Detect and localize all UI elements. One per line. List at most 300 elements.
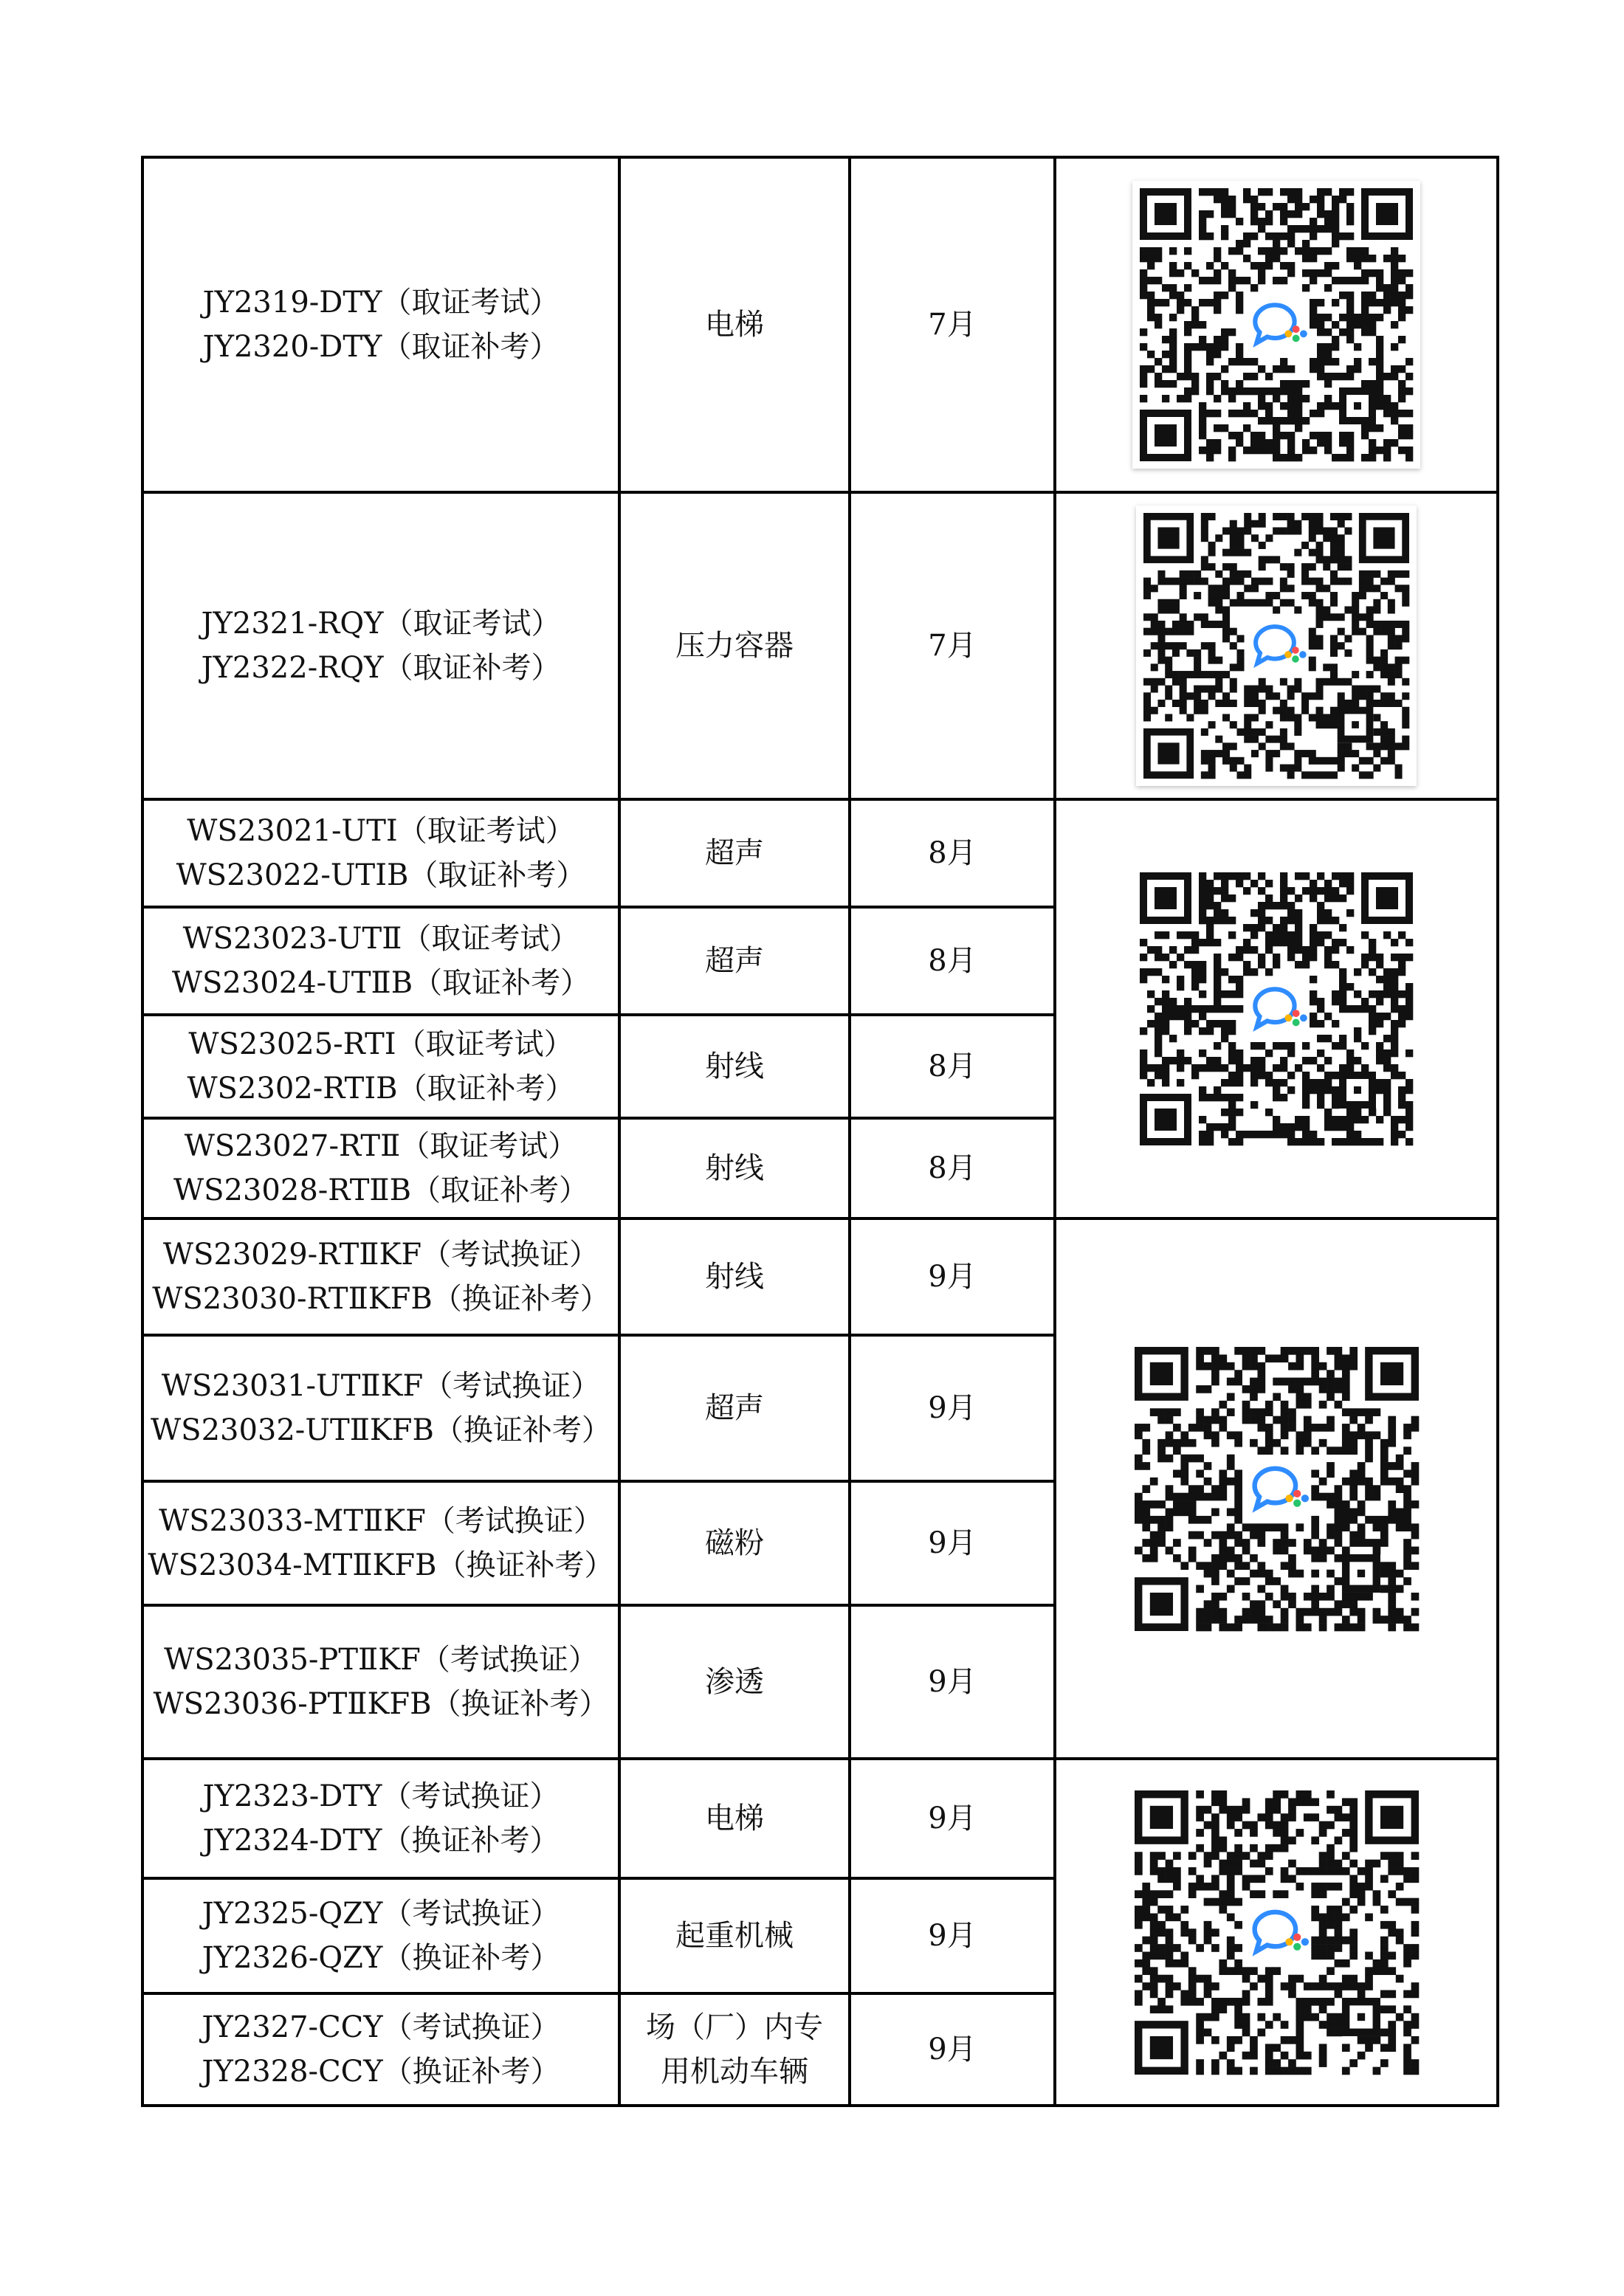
qr-module bbox=[1165, 1936, 1173, 1944]
qr-module bbox=[1346, 1116, 1354, 1123]
qr-module bbox=[1157, 1531, 1166, 1539]
qr-module bbox=[1250, 358, 1258, 365]
qr-module bbox=[1287, 210, 1295, 218]
qr-module bbox=[1228, 454, 1236, 461]
qr-module bbox=[1352, 750, 1359, 757]
qr-module bbox=[1339, 1005, 1346, 1013]
qr-module bbox=[1405, 432, 1413, 439]
month: 8月 bbox=[928, 836, 977, 870]
qr-module bbox=[1380, 1562, 1388, 1570]
qr-module bbox=[1211, 1577, 1219, 1585]
qr-module bbox=[1296, 1616, 1304, 1624]
qr-module bbox=[1228, 1138, 1236, 1145]
qr-module bbox=[1391, 1049, 1398, 1057]
qr-module bbox=[1330, 592, 1338, 599]
qr-module bbox=[1346, 321, 1354, 328]
qr-module bbox=[1287, 946, 1295, 954]
qr-code[interactable] bbox=[1132, 181, 1420, 469]
qr-module bbox=[1341, 1385, 1349, 1393]
qr-module bbox=[1287, 196, 1295, 203]
qr-module bbox=[1228, 1057, 1236, 1064]
qr-module bbox=[1317, 1005, 1324, 1013]
exam-code: JY2320-DTY（取证补考） bbox=[202, 330, 560, 364]
qr-module bbox=[1324, 218, 1332, 225]
qr-module bbox=[1215, 736, 1222, 743]
qr-module bbox=[1201, 534, 1208, 542]
qr-module bbox=[1388, 757, 1395, 765]
qr-module bbox=[1346, 909, 1354, 917]
qr-module bbox=[1250, 946, 1258, 954]
qr-module bbox=[1316, 549, 1324, 556]
qr-module bbox=[1346, 299, 1354, 306]
qr-module bbox=[1380, 649, 1388, 657]
qr-module bbox=[1215, 570, 1222, 578]
qr-module bbox=[1250, 1967, 1258, 1975]
qr-module bbox=[1162, 1013, 1169, 1020]
qr-module bbox=[1369, 1013, 1376, 1020]
qr-module bbox=[1361, 314, 1369, 321]
qr-module bbox=[1222, 606, 1230, 613]
qr-module bbox=[1234, 2013, 1242, 2021]
qr-module bbox=[1341, 1623, 1349, 1631]
qr-module bbox=[1244, 513, 1251, 520]
qr-module bbox=[1149, 1967, 1157, 1975]
qr-module bbox=[1188, 1997, 1196, 2005]
qr-module bbox=[1311, 1592, 1319, 1600]
qr-module bbox=[1242, 1616, 1250, 1624]
qr-module bbox=[1352, 613, 1359, 621]
qr-module bbox=[1388, 578, 1395, 585]
qr-module bbox=[1330, 599, 1338, 607]
qr-module bbox=[1372, 1897, 1380, 1906]
qr-module bbox=[1236, 1109, 1243, 1116]
qr-module bbox=[1180, 570, 1187, 578]
qr-module bbox=[1203, 1982, 1211, 1990]
qr-module bbox=[1295, 203, 1302, 210]
qr-module bbox=[1242, 1990, 1250, 1998]
qr-module bbox=[1288, 1990, 1296, 1998]
qr-module bbox=[1199, 887, 1206, 894]
qr-module bbox=[1338, 534, 1345, 542]
qr-module bbox=[1188, 1974, 1196, 1982]
qr-module bbox=[1317, 188, 1324, 196]
qr-module bbox=[1334, 1982, 1342, 1990]
qr-module bbox=[1236, 880, 1243, 887]
qr-module bbox=[1157, 1997, 1166, 2005]
qr-module bbox=[1287, 742, 1295, 750]
exam-code-cell bbox=[142, 1993, 619, 2106]
qr-code[interactable] bbox=[1127, 1783, 1426, 2082]
qr-module bbox=[1341, 1354, 1349, 1362]
qr-module bbox=[1250, 262, 1258, 269]
qr-module bbox=[1380, 2005, 1388, 2013]
qr-module bbox=[1403, 1492, 1411, 1500]
qr-module bbox=[1259, 686, 1266, 693]
qr-module bbox=[1332, 872, 1339, 880]
qr-module bbox=[1177, 269, 1184, 277]
qr-module bbox=[1341, 1959, 1349, 1967]
qr-module bbox=[1361, 1138, 1369, 1145]
qr-module bbox=[1303, 1400, 1311, 1408]
qr-module bbox=[1135, 1852, 1143, 1860]
qr-module bbox=[1228, 1079, 1236, 1086]
qr-module bbox=[1376, 1079, 1383, 1086]
qr-module bbox=[1316, 635, 1324, 642]
qr-code[interactable] bbox=[1132, 865, 1420, 1153]
qr-module bbox=[1344, 556, 1352, 563]
qr-module bbox=[1376, 373, 1383, 380]
qr-module bbox=[1288, 1982, 1296, 1990]
qr-code[interactable] bbox=[1127, 1340, 1426, 1638]
qr-module bbox=[1226, 1393, 1234, 1401]
qr-module bbox=[1273, 939, 1280, 946]
qr-module bbox=[1143, 678, 1151, 686]
qr-module bbox=[1265, 439, 1273, 447]
qr-module bbox=[1228, 1020, 1236, 1027]
qr-module bbox=[1151, 628, 1158, 635]
qr-module bbox=[1346, 880, 1354, 887]
qr-module bbox=[1403, 1523, 1411, 1531]
qr-module bbox=[1244, 520, 1251, 528]
qr-module bbox=[1265, 1974, 1273, 1982]
qr-module bbox=[1157, 1438, 1166, 1447]
qr-module bbox=[1162, 336, 1169, 343]
qr-module bbox=[1324, 954, 1332, 961]
qr-module bbox=[1206, 373, 1214, 380]
qr-module bbox=[1316, 714, 1324, 721]
qr-module bbox=[1165, 1990, 1173, 1998]
qr-module bbox=[1201, 707, 1208, 714]
qr-module bbox=[1349, 1438, 1358, 1447]
qr-module bbox=[1317, 210, 1324, 218]
qr-module bbox=[1411, 1875, 1419, 1883]
qr-module bbox=[1302, 269, 1310, 277]
qr-module bbox=[1341, 1616, 1349, 1624]
qr-module bbox=[1334, 1515, 1342, 1523]
qr-module bbox=[1323, 585, 1330, 592]
qr-module bbox=[1250, 1607, 1258, 1616]
qr-module bbox=[1403, 1424, 1411, 1432]
qr-module bbox=[1228, 1123, 1236, 1131]
qr-module bbox=[1334, 1508, 1342, 1516]
exam-code-cell bbox=[142, 157, 619, 492]
qr-module bbox=[1310, 887, 1317, 894]
qr-module bbox=[1206, 387, 1214, 395]
qr-module bbox=[1162, 1079, 1169, 1086]
qr-module bbox=[1230, 520, 1237, 528]
qr-module bbox=[1318, 1821, 1327, 1829]
qr-module bbox=[1199, 902, 1206, 909]
qr-module bbox=[1334, 1492, 1342, 1500]
qr-module bbox=[1135, 1462, 1143, 1470]
qr-module bbox=[1206, 232, 1214, 240]
qr-module bbox=[1388, 671, 1395, 678]
qr-module bbox=[1310, 255, 1317, 262]
qr-module bbox=[1403, 1867, 1411, 1875]
qr-module bbox=[1140, 328, 1147, 336]
qr-module bbox=[1243, 968, 1250, 976]
qr-module bbox=[1391, 1131, 1398, 1138]
qr-module bbox=[1173, 1959, 1181, 1967]
qr-module bbox=[1346, 887, 1354, 894]
qr-module bbox=[1203, 1920, 1211, 1928]
qr-module bbox=[1273, 2013, 1281, 2021]
qr-module bbox=[1366, 671, 1374, 678]
qr-module bbox=[1236, 1049, 1243, 1057]
qr-module bbox=[1388, 700, 1395, 707]
qr-module bbox=[1332, 196, 1339, 203]
exam-code-cell bbox=[142, 799, 619, 907]
qr-module bbox=[1219, 1607, 1227, 1616]
qr-module bbox=[1140, 954, 1147, 961]
qr-module bbox=[1352, 700, 1359, 707]
qr-module bbox=[1366, 570, 1374, 578]
qr-module bbox=[1317, 917, 1324, 924]
qr-module bbox=[1332, 990, 1339, 998]
qr-module bbox=[1203, 1882, 1211, 1890]
qr-module bbox=[1280, 188, 1287, 196]
qr-module bbox=[1149, 1928, 1157, 1937]
qr-module bbox=[1327, 1951, 1335, 1959]
qr-module bbox=[1206, 887, 1214, 894]
qr-module bbox=[1203, 1462, 1211, 1470]
qr-module bbox=[1287, 410, 1295, 417]
qr-module bbox=[1226, 1813, 1234, 1821]
qr-module bbox=[1165, 1875, 1173, 1883]
qr-module bbox=[1324, 188, 1332, 196]
qr-module bbox=[1203, 1821, 1211, 1829]
qr-module bbox=[1228, 1027, 1236, 1035]
qr-module bbox=[1273, 417, 1280, 424]
qr-module bbox=[1357, 1424, 1365, 1432]
qr-module bbox=[1405, 1049, 1413, 1057]
qr-module bbox=[1372, 2066, 1380, 2075]
qr-module bbox=[1236, 663, 1244, 671]
qr-module bbox=[1327, 1821, 1335, 1829]
qr-module bbox=[1287, 188, 1295, 196]
qr-module bbox=[1383, 1013, 1391, 1020]
category-cell bbox=[619, 799, 850, 907]
qr-module bbox=[1257, 1531, 1265, 1539]
qr-module bbox=[1184, 395, 1191, 402]
qr-module bbox=[1339, 292, 1346, 299]
qr-module bbox=[1311, 1913, 1319, 1921]
qr-module bbox=[1135, 1997, 1143, 2005]
qr-module bbox=[1302, 872, 1310, 880]
qr-module bbox=[1332, 232, 1339, 240]
qr-module bbox=[1402, 657, 1409, 664]
qr-module bbox=[1162, 976, 1169, 983]
qr-module bbox=[1243, 447, 1250, 454]
qr-module bbox=[1357, 1469, 1365, 1478]
logo-dot bbox=[1285, 1495, 1293, 1502]
qr-module bbox=[1388, 635, 1395, 642]
qr-module bbox=[1380, 757, 1388, 765]
qr-module bbox=[1346, 277, 1354, 284]
qr-module bbox=[1250, 1523, 1258, 1531]
qr-module bbox=[1257, 1616, 1265, 1624]
qr-module bbox=[1366, 700, 1374, 707]
qr-module bbox=[1221, 232, 1228, 240]
qr-module bbox=[1142, 1936, 1150, 1944]
qr-module bbox=[1147, 946, 1155, 954]
qr-module bbox=[1173, 1500, 1181, 1509]
qr-module bbox=[1258, 887, 1265, 894]
qr-module bbox=[1338, 742, 1345, 750]
qr-module bbox=[1206, 1020, 1214, 1027]
qr-module bbox=[1391, 299, 1398, 306]
qr-module bbox=[1280, 218, 1287, 225]
logo-dot bbox=[1293, 1010, 1300, 1017]
qr-module bbox=[1243, 924, 1250, 931]
qr-module bbox=[1288, 1592, 1296, 1600]
qr-code[interactable] bbox=[1136, 506, 1417, 786]
qr-module bbox=[1188, 1882, 1196, 1890]
qr-module bbox=[1259, 542, 1266, 549]
qr-module bbox=[1365, 1431, 1373, 1439]
qr-module bbox=[1349, 1882, 1358, 1890]
qr-module bbox=[1147, 351, 1155, 358]
qr-module bbox=[1330, 549, 1338, 556]
qr-module bbox=[1334, 1813, 1342, 1821]
qr-module bbox=[1236, 757, 1244, 765]
qr-module bbox=[1317, 909, 1324, 917]
qr-module bbox=[1344, 606, 1352, 613]
qr-module bbox=[1402, 599, 1409, 607]
qr-module bbox=[1169, 351, 1177, 358]
qr-module bbox=[1236, 728, 1244, 736]
qr-module bbox=[1287, 454, 1295, 461]
qr-module bbox=[1273, 1798, 1281, 1806]
qr-module bbox=[1244, 599, 1251, 607]
qr-module bbox=[1318, 1539, 1327, 1547]
qr-module bbox=[1346, 983, 1354, 990]
qr-module bbox=[1250, 1408, 1258, 1416]
qr-module bbox=[1165, 642, 1172, 649]
qr-module bbox=[1311, 1798, 1319, 1806]
qr-module bbox=[1157, 1944, 1166, 1952]
qr-module bbox=[1180, 1438, 1188, 1447]
qr-module bbox=[1369, 299, 1376, 306]
qr-module bbox=[1332, 1116, 1339, 1123]
qr-module bbox=[1196, 1829, 1204, 1837]
qr-module bbox=[1366, 635, 1374, 642]
qr-module bbox=[1234, 1485, 1242, 1493]
qr-module bbox=[1251, 534, 1259, 542]
qr-module bbox=[1330, 707, 1338, 714]
qr-module bbox=[1215, 534, 1222, 542]
qr-module bbox=[1214, 917, 1221, 924]
exam-code-cell bbox=[142, 492, 619, 799]
qr-module bbox=[1162, 1057, 1169, 1064]
qr-module bbox=[1318, 1592, 1327, 1600]
qr-module bbox=[1402, 707, 1409, 714]
qr-module bbox=[1280, 924, 1287, 931]
qr-module bbox=[1265, 1072, 1273, 1079]
qr-module bbox=[1219, 1959, 1227, 1967]
qr-module bbox=[1228, 917, 1236, 924]
qr-module bbox=[1349, 1408, 1358, 1416]
qr-module bbox=[1258, 909, 1265, 917]
qr-module bbox=[1273, 454, 1280, 461]
qr-module bbox=[1295, 1138, 1302, 1145]
qr-module bbox=[1250, 2035, 1258, 2044]
qr-module bbox=[1149, 1913, 1157, 1921]
qr-module bbox=[1236, 1094, 1243, 1101]
qr-module bbox=[1173, 1539, 1181, 1547]
qr-module bbox=[1250, 1875, 1258, 1883]
qr-module bbox=[1149, 1936, 1157, 1944]
qr-module bbox=[1280, 939, 1287, 946]
qr-module bbox=[1295, 402, 1302, 410]
qr-module bbox=[1287, 380, 1295, 387]
qr-module bbox=[1184, 946, 1191, 954]
qr-module bbox=[1180, 621, 1187, 628]
qr-module bbox=[1258, 269, 1265, 277]
qr-module bbox=[1203, 1990, 1211, 1998]
qr-module bbox=[1191, 976, 1199, 983]
qr-module bbox=[1244, 714, 1251, 721]
qr-module bbox=[1259, 700, 1266, 707]
qr-module bbox=[1250, 931, 1258, 939]
qr-module bbox=[1302, 203, 1310, 210]
month-cell bbox=[850, 1878, 1055, 1993]
qr-module bbox=[1280, 380, 1287, 387]
qr-module bbox=[1296, 1362, 1304, 1370]
qr-module bbox=[1211, 1882, 1219, 1890]
qr-module bbox=[1294, 714, 1301, 721]
qr-module bbox=[1376, 998, 1383, 1005]
qr-module bbox=[1317, 1035, 1324, 1042]
qr-module bbox=[1265, 373, 1273, 380]
qr-module bbox=[1352, 686, 1359, 693]
qr-module bbox=[1280, 707, 1287, 714]
qr-module bbox=[1208, 750, 1216, 757]
qr-module bbox=[1230, 578, 1237, 585]
qr-module bbox=[1236, 570, 1244, 578]
qr-module bbox=[1302, 240, 1310, 247]
qr-module bbox=[1287, 931, 1295, 939]
qr-module bbox=[1317, 902, 1324, 909]
qr-module bbox=[1147, 292, 1155, 299]
qr-module bbox=[1405, 358, 1413, 365]
qr-module bbox=[1317, 343, 1324, 351]
qr-module bbox=[1199, 417, 1206, 424]
qr-module bbox=[1157, 1867, 1166, 1875]
qr-module bbox=[1242, 1967, 1250, 1975]
qr-module bbox=[1354, 358, 1361, 365]
qr-module bbox=[1219, 2051, 1227, 2059]
qr-module bbox=[1332, 946, 1339, 954]
qr-module bbox=[1388, 2035, 1396, 2044]
qr-module bbox=[1155, 358, 1162, 365]
qr-module bbox=[1206, 358, 1214, 365]
category: 磁粉 bbox=[705, 1526, 764, 1560]
qr-module bbox=[1380, 1616, 1388, 1624]
qr-module bbox=[1273, 1805, 1281, 1813]
qr-module bbox=[1327, 1967, 1335, 1975]
qr-module bbox=[1376, 284, 1383, 292]
qr-module bbox=[1222, 635, 1230, 642]
qr-module bbox=[1359, 628, 1366, 635]
qr-module bbox=[1294, 606, 1301, 613]
qr-module bbox=[1311, 1982, 1319, 1990]
qr-module bbox=[1250, 924, 1258, 931]
qr-module bbox=[1403, 1875, 1411, 1883]
qr-module bbox=[1226, 1431, 1234, 1439]
qr-module bbox=[1228, 1116, 1236, 1123]
qr-module bbox=[1332, 1138, 1339, 1145]
